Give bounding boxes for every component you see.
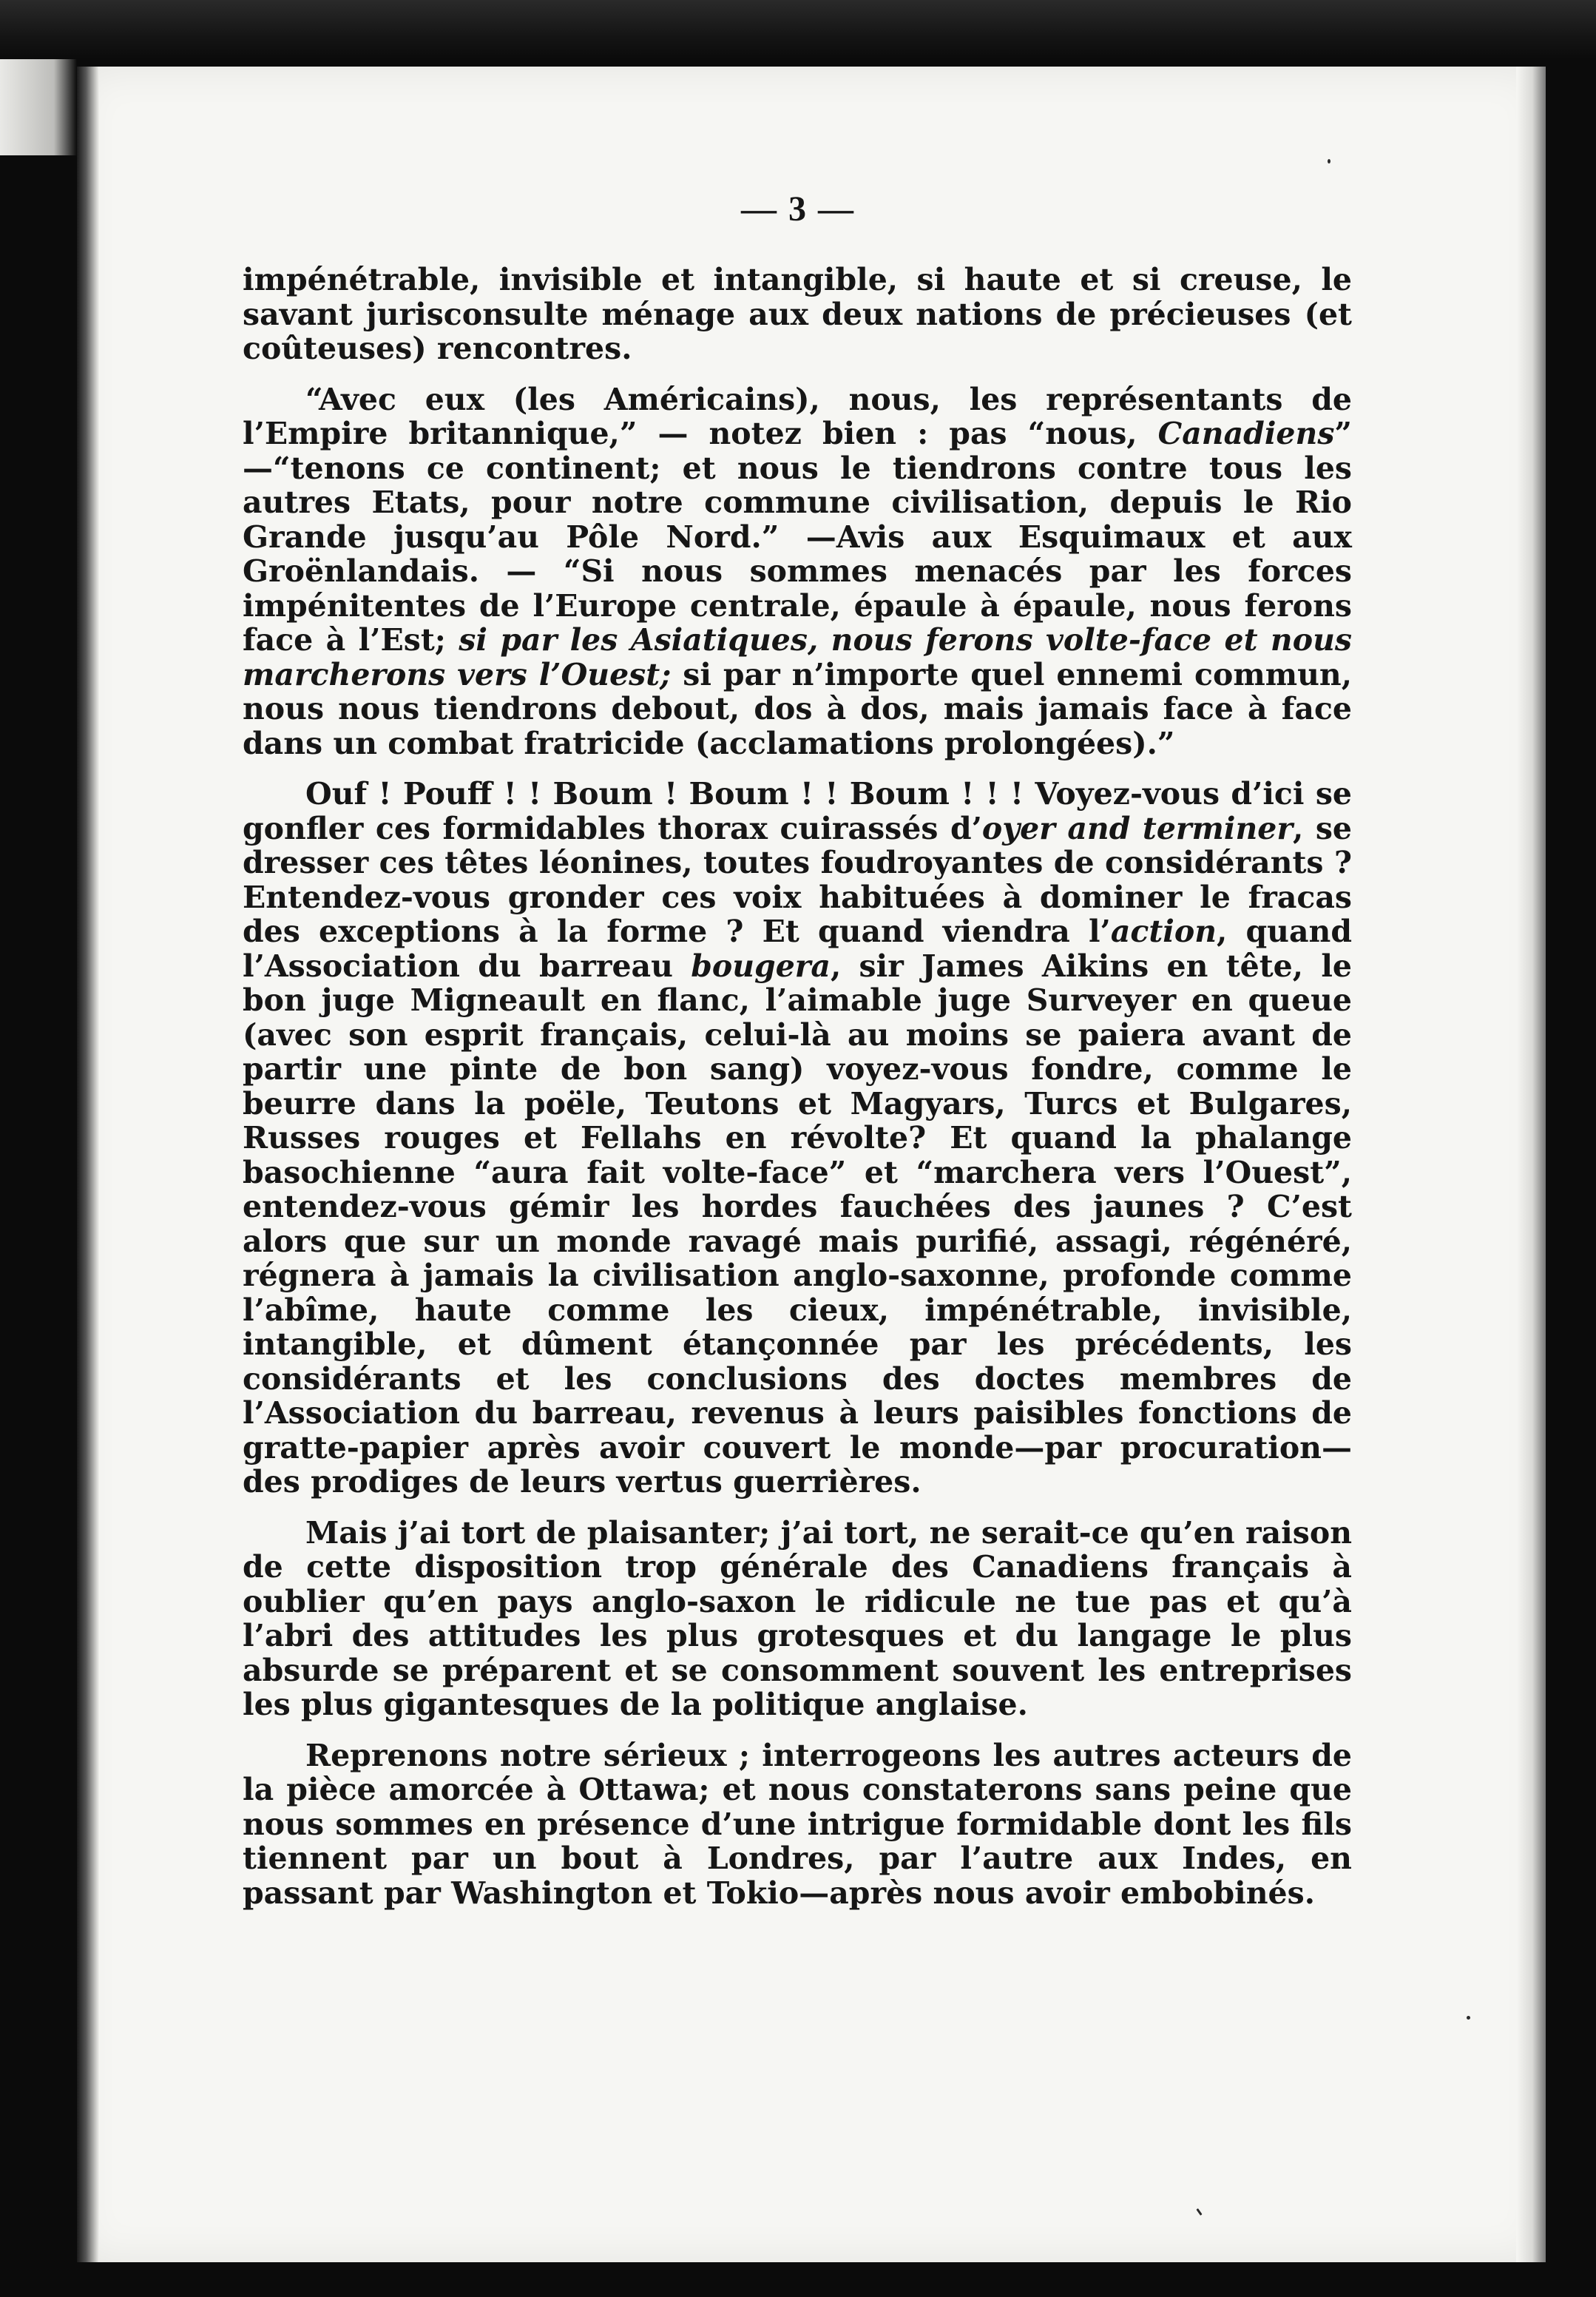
text-run: si par n’importe quel ennemi commun, nous nous tiendrons debout, dos à dos, mais jamais face à face dans un combat fratricide (acclamations prolongées).” <box>243 656 1352 761</box>
paragraph-1 <box>243 263 1352 366</box>
italic-run: si par les Asiatiques, nous ferons volte-face et nous marcherons vers l’Ouest; <box>243 622 1352 692</box>
paragraph-4 <box>243 1516 1352 1722</box>
text-run: Ouf ! Pouff ! ! Boum ! Boum ! ! Boum ! ! ! Voyez-vous d’ici se gonfler ces formidables thorax cuirassés d’ <box>243 776 1352 846</box>
text-run: , quand l’Association du barreau <box>243 914 1352 984</box>
text-run: ” —“tenons ce continent; et nous le tiendrons contre tous les autres Etats, pour notre commune civilisation, depuis le Rio Grande jusqu’au Pôle Nord.” —Avis aux Esquimaux et aux Groënlandais. — “Si nous sommes menacés par les forces impénitentes de l’Europe centrale, épaule à épaule, nous ferons face à l’Est; <box>243 416 1352 658</box>
text-run: Reprenons notre sérieux ; interrogeons les autres acteurs de la pièce amorcée à Ottawa; et nous constaterons sans peine que nous sommes en présence d’une intrigue formidable dont les fils tiennent par un bout à Londres, par l’autre aux Indes, en passant par Washington et Tokio—après nous avoir embobinés. <box>243 1737 1352 1911</box>
italic-run: oyer and terminer <box>981 810 1293 846</box>
text-run: impénétrable, invisible et intangible, si haute et si creuse, le savant jurisconsulte ménage aux deux nations de précieuses (et coûteuses) rencontres. <box>243 262 1352 366</box>
scan-speck <box>1467 2016 1470 2020</box>
paragraph-2 <box>243 382 1352 761</box>
page-left-edge <box>77 67 99 2262</box>
italic-run: bougera <box>691 948 831 984</box>
page-right-edge <box>1516 67 1546 2262</box>
italic-run: Canadiens <box>1157 416 1335 451</box>
scan-speck <box>1328 159 1330 163</box>
scan-top-border <box>0 0 1596 59</box>
text-run: “Avec eux (les Américains), nous, les représentants de l’Empire britannique,” — notez bien : pas “nous, <box>243 381 1352 451</box>
previous-page-fragment <box>0 59 77 155</box>
paragraph-5 <box>243 1738 1352 1911</box>
text-run: , se dresser ces têtes léonines, toutes foudroyantes de considérants ? Entendez-vous gronder ces voix habituées à dominer le fracas des exceptions à la forme ? Et quand viendra l’ <box>243 810 1352 949</box>
italic-run: action <box>1110 914 1217 949</box>
page-number: — 3 — <box>741 189 855 229</box>
paragraph-3 <box>243 777 1352 1500</box>
text-run: , sir James Aikins en tête, le bon juge Migneault en flanc, l’aimable juge Surveyer en queue (avec son esprit français, celui-là au moins se paiera avant de partir une pinte de bon sang) voyez-vous fondre, comme le beurre dans la poële, Teutons et Magyars, Turcs et Bulgares, Russes rouges et Fellahs en révolte? Et quand la phalange basochienne “aura fait volte-face” et “marchera vers l’Ouest”, entendez-vous gémir les hordes fauchées des jaunes ? C’est alors que sur un monde ravagé mais purifié, assagi, régénéré, régnera à jamais la civilisation anglo-saxonne, profonde comme l’abîme, haute comme les cieux, impénétrable, invisible, intangible, et dûment étançonnée par les précédents, les considérants et les conclusions des doctes membres de l’Association du barreau, revenus à leurs paisibles fonctions de gratte-papier après avoir couvert le monde—par procuration—des prodiges de leurs vertus guerrières. <box>243 948 1352 1500</box>
text-run: Mais j’ai tort de plaisanter; j’ai tort, ne serait-ce qu’en raison de cette disposition trop générale des Canadiens français à oublier qu’en pays anglo-saxon le ridicule ne tue pas et qu’à l’abri des attitudes les plus grotesques et du langage le plus absurde se préparent et se consomment souvent les entreprises les plus gigantesques de la politique anglaise. <box>243 1514 1352 1722</box>
body-text <box>243 263 1352 1926</box>
